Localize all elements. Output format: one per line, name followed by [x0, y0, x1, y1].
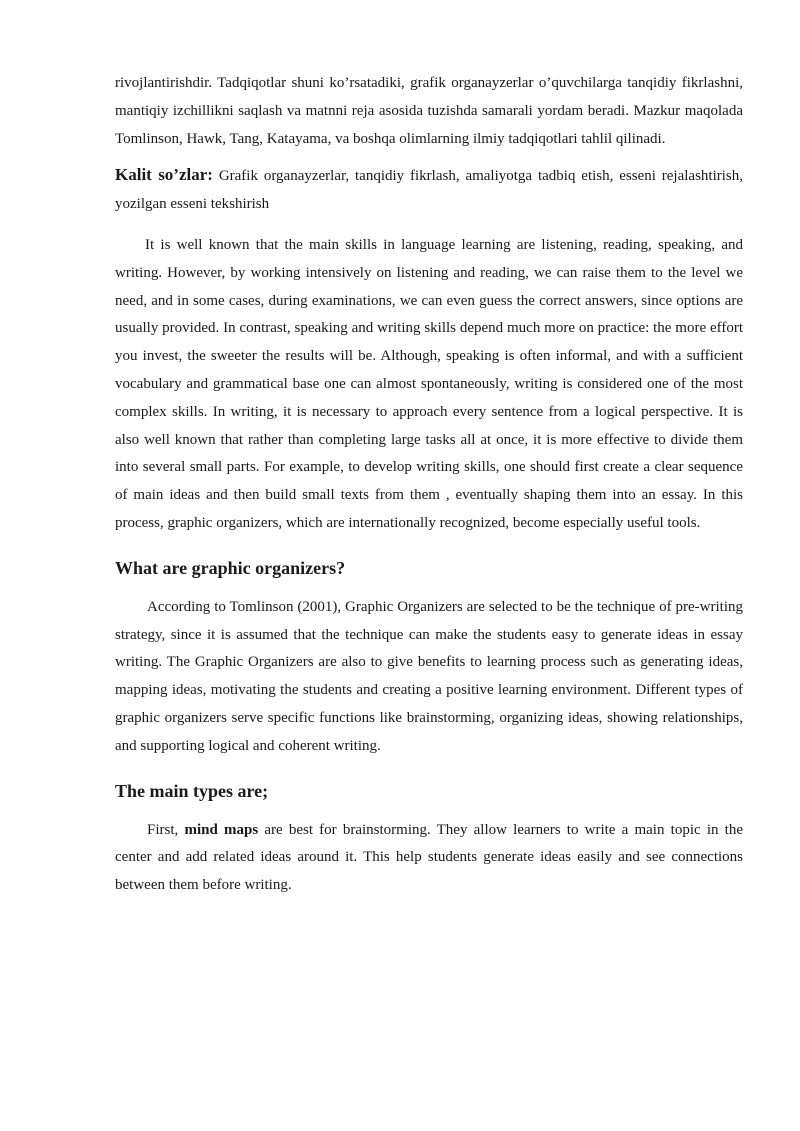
- abstract-paragraph: rivojlantirishdir. Tadqiqotlar shuni ko’rsatadiki, grafik organayzerlar o’quvchilarga tanqidiy fikrlashni, mantiqiy izchillikni saqlash va matnni reja asosida tuzishda samarali yordam beradi. Mazkur maqolada Tomlinson, Hawk, Tang, Katayama, va boshqa olimlarning ilmiy tadqiqotlari tahlil qilinadi.: [115, 75, 743, 147]
- graphic-organizers-paragraph: According to Tomlinson (2001), Graphic Organizers are selected to be the technique of pre-writing strategy, since it is assumed that the technique can make the students easy to generate ideas in essay writing. The Graphic Organizers are also to give benefits to learning process such as generating ideas, mapping ideas, motivating the students and creating a positive learning environment. Different types of graphic organizers serve specific functions like brainstorming, organizing ideas, showing relationships, and supporting logical and coherent writing.: [115, 598, 743, 754]
- mind-maps-term: mind maps: [184, 821, 259, 838]
- main-types-paragraph: [115, 817, 743, 900]
- keywords-text: Grafik organayzerlar, tanqidiy fikrlash, amaliyotga tadbiq etish, esseni rejalashtirish, yozilgan esseni tekshirish: [115, 168, 743, 213]
- document-page: [115, 70, 743, 900]
- keywords-label: Kalit so’zlar:: [115, 165, 213, 185]
- main-types-rest: are best for brainstorming. They allow learners to write a main topic in the center and add related ideas around it. This help students generate ideas easily and see connections between them before writing.: [115, 821, 743, 894]
- section-heading-graphic-organizers: What are graphic organizers?: [115, 557, 346, 578]
- section-heading-main-types: The main types are;: [115, 780, 269, 801]
- keywords-paragraph: [115, 161, 743, 219]
- intro-paragraph: It is well known that the main skills in language learning are listening, reading, speaking, and writing. However, by working intensively on listening and reading, we can raise them to the level we need, and in some cases, during examinations, we can even guess the correct answers, since options are usually provided. In contrast, speaking and writing skills depend much more on practice: the more effort you invest, the sweeter the results will be. Although, speaking is often informal, and with a sufficient vocabulary and grammatical base one can almost spontaneously, writing is considered one of the most complex skills. In writing, it is necessary to approach every sentence from a logical perspective. It is also well known that rather than completing large tasks all at once, it is more effective to divide them into several small parts. For example, to develop writing skills, one should first create a clear sequence of main ideas and then build small texts from them , eventually shaping them into an essay. In this process, graphic organizers, which are internationally recognized, become especially useful tools.: [115, 236, 743, 531]
- main-types-start: First,: [147, 821, 185, 838]
